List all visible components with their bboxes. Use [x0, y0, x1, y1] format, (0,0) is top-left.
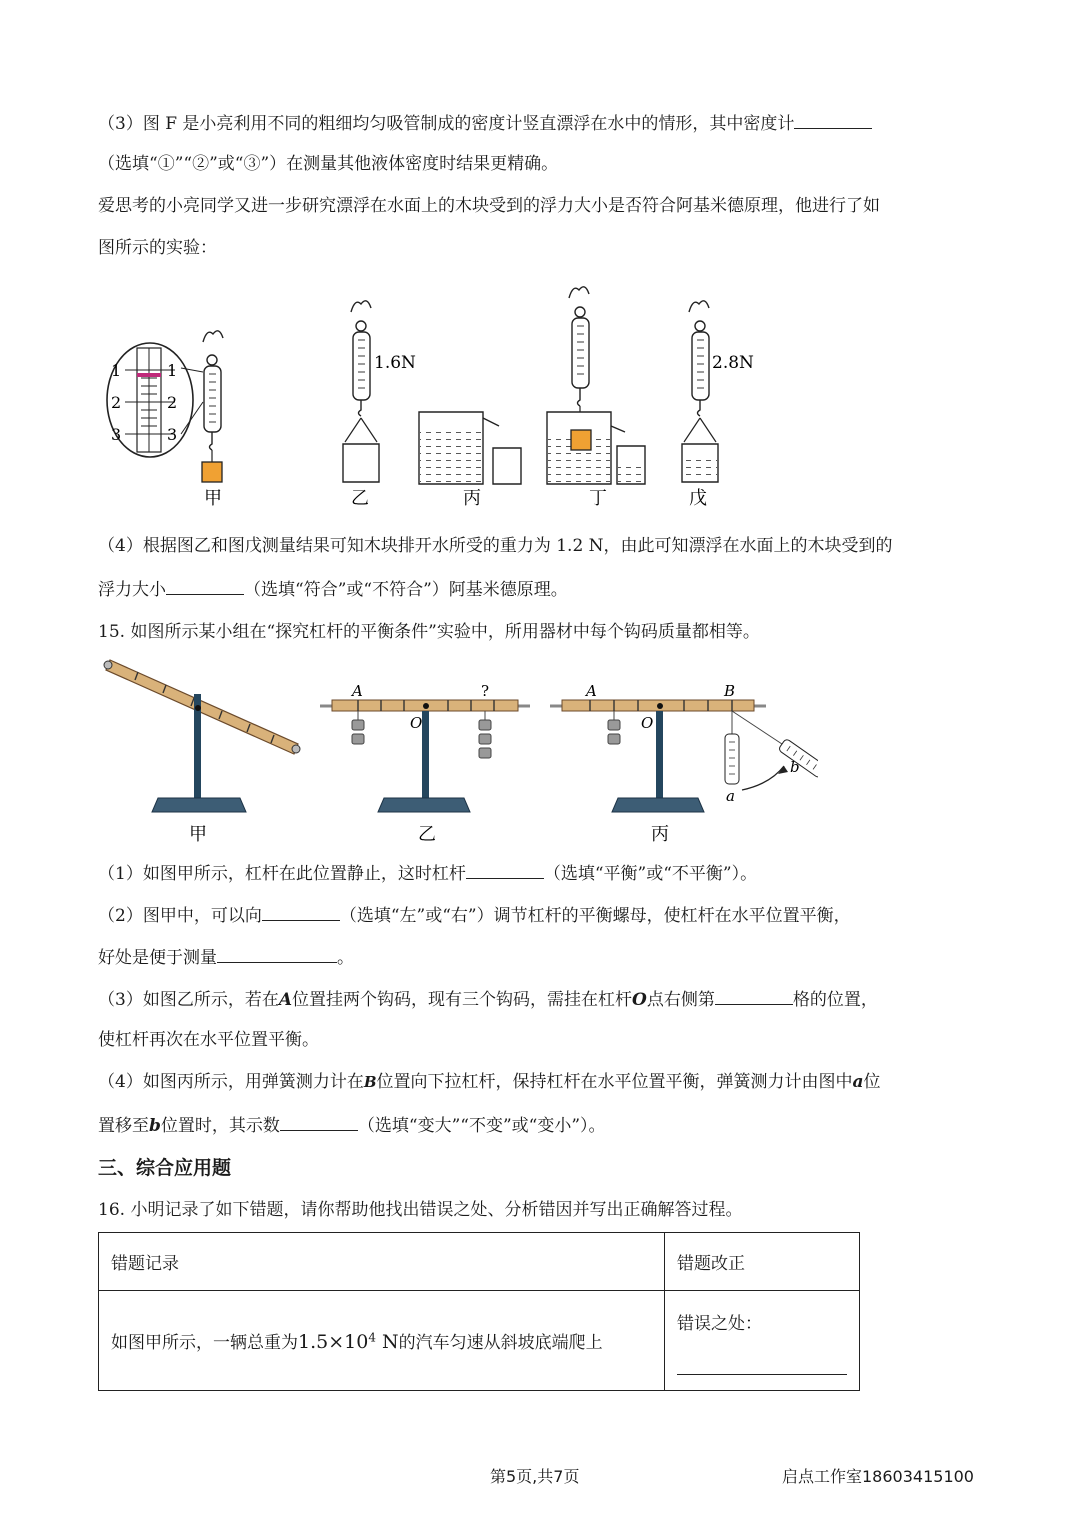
- scale-number-2-right: 2: [167, 393, 178, 412]
- lever-bing-pos-a: a: [726, 787, 735, 805]
- q15-part2-line1: [98, 902, 851, 928]
- scale-number-1-right: 1: [167, 361, 178, 380]
- q15-part4-text-b: 位置向下拉杠杆，保持杠杆在水平位置平衡，弹簧测力计由图中: [376, 1072, 853, 1092]
- q14-intro-line1: 爱思考的小亮同学又进一步研究漂浮在水面上的木块受到的浮力大小是否符合阿基米德原理，他进行了如: [98, 196, 880, 216]
- lever-label-jia: 甲: [189, 824, 207, 845]
- answer-blank[interactable]: [262, 902, 340, 921]
- q15-part3-text-a: （3）如图乙所示，若在: [98, 990, 279, 1010]
- q15-part3-point-o: O: [632, 990, 647, 1010]
- q15-part2-line2: [98, 944, 354, 970]
- q15-part4-line2: [98, 1112, 606, 1138]
- lever-bing: [550, 682, 818, 845]
- q15-stem: 15. 如图所示某小组在“探究杠杆的平衡条件”实验中，所用器材中每个钩码质量都相等。: [98, 622, 760, 642]
- q15-part1-text-b: （选填“平衡”或“不平衡”）。: [543, 864, 758, 884]
- q14-part3-text: （3）图 F 是小亮利用不同的粗细均匀吸管制成的密度计竖直漂浮在水中的情形，其中密度计: [98, 114, 795, 134]
- lever-bing-point-a: A: [586, 682, 597, 700]
- label-jia: 甲: [204, 488, 222, 509]
- q14-intro-line2: 图所示的实验：: [98, 238, 217, 258]
- setup-ding: [547, 287, 645, 509]
- q15-part4-pos-a: a: [852, 1072, 864, 1092]
- q15-part2-text-d: 。: [337, 948, 354, 968]
- setup-wu: [682, 301, 754, 509]
- q15-part4-text-a: （4）如图丙所示，用弹簧测力计在: [98, 1072, 364, 1092]
- lever-bing-point-b: B: [724, 682, 736, 700]
- answer-blank[interactable]: [217, 944, 337, 963]
- row-exponent: 4: [368, 1330, 376, 1345]
- error-record-table: [98, 1232, 860, 1391]
- scale-number-2-left: 2: [111, 393, 122, 412]
- lever-jia: [104, 660, 300, 845]
- q15-part1: [98, 860, 757, 886]
- q15-part4-point-b: B: [363, 1073, 377, 1091]
- q14-part3-line2: （选填“①”“②”或“③”）在测量其他液体密度时结果更精确。: [98, 154, 559, 174]
- q15-part3-text-d: 格的位置，: [792, 990, 878, 1010]
- scale-number-3-left: 3: [111, 425, 122, 444]
- label-ding: 丁: [589, 488, 607, 509]
- lever-experiment-figure: [98, 654, 818, 846]
- magnified-scale: [107, 343, 203, 457]
- q15-part3-text-b: 位置挂两个钩码，现有三个钩码，需挂在杠杆: [292, 990, 633, 1010]
- row-text-a: 如图甲所示，一辆总重为: [111, 1333, 298, 1353]
- row-unit: N: [375, 1331, 399, 1353]
- scale-number-1-left: 1: [111, 361, 122, 380]
- setup-yi: [343, 301, 416, 509]
- lever-label-bing: 丙: [651, 824, 669, 845]
- page-number: 第5页,共7页: [490, 1467, 580, 1486]
- answer-blank[interactable]: [794, 110, 872, 129]
- label-wu: 戊: [689, 488, 707, 509]
- table-header-right: 错题改正: [665, 1233, 860, 1291]
- lever-label-yi: 乙: [418, 824, 436, 845]
- error-location-label: 错误之处：: [677, 1314, 762, 1334]
- q15-part1-text-a: （1）如图甲所示，杠杆在此位置静止，这时杠杆: [98, 864, 466, 884]
- q14-part3-line1: [98, 110, 872, 136]
- label-yi: 乙: [351, 488, 369, 509]
- setup-bing: [419, 412, 521, 509]
- q15-part4-text-d: 置移至: [98, 1116, 149, 1136]
- q15-part3-line2: 使杠杆再次在水平位置平衡。: [98, 1030, 319, 1050]
- q15-part4-text-c: 位: [863, 1072, 881, 1092]
- q15-part2-text-c: 好处是便于测量: [98, 948, 217, 968]
- table-row-question: [99, 1291, 665, 1391]
- q15-part3-line1: [98, 986, 878, 1012]
- buoyancy-experiment-figure: [95, 282, 775, 514]
- q14-part4-line2: [98, 576, 568, 602]
- answer-blank[interactable]: [715, 986, 793, 1005]
- row-number: 1.5×10: [298, 1331, 369, 1353]
- lever-yi: [320, 682, 530, 845]
- q15-part3-text-c: 点右侧第: [646, 990, 715, 1010]
- answer-blank[interactable]: [166, 576, 244, 595]
- q14-part4-text-b: （选填“符合”或“不符合”）阿基米德原理。: [244, 580, 568, 600]
- answer-blank[interactable]: [280, 1112, 358, 1131]
- lever-yi-point-o: O: [410, 714, 423, 732]
- q16-stem: 16. 小明记录了如下错题，请你帮助他找出错误之处、分析错因并写出正确解答过程。: [98, 1200, 743, 1220]
- label-bing: 丙: [463, 488, 481, 509]
- scale-number-3-right: 3: [167, 425, 178, 444]
- table-header-left: 错题记录: [99, 1233, 665, 1291]
- q15-part4-text-f: （选填“变大”“不变”或“变小”）。: [357, 1116, 606, 1136]
- q15-part4-text-e: 位置时，其示数: [160, 1116, 280, 1136]
- studio-credit: 启点工作室18603415100: [782, 1467, 974, 1486]
- reading-yi: 1.6N: [374, 353, 416, 373]
- answer-blank[interactable]: [466, 860, 544, 879]
- table-row-correction: [665, 1291, 860, 1391]
- reading-wu: 2.8N: [712, 353, 754, 373]
- q14-part4-text-a: 浮力大小: [98, 580, 166, 600]
- answer-blank[interactable]: [677, 1362, 847, 1375]
- setup-jia: [202, 331, 223, 509]
- q15-part2-text-a: （2）图甲中，可以向: [98, 906, 262, 926]
- q14-part4-line1: （4）根据图乙和图戊测量结果可知木块排开水所受的重力为 1.2 N，由此可知漂浮在水面上的木块受到的: [98, 536, 893, 556]
- q15-part4-pos-b: b: [149, 1116, 161, 1136]
- row-text-b: 的汽车匀速从斜坡底端爬上: [398, 1333, 603, 1353]
- lever-bing-pos-b: b: [790, 758, 800, 776]
- lever-yi-question: ?: [481, 682, 490, 700]
- q15-part2-text-b: （选填“左”或“右”）调节杠杆的平衡螺母，使杠杆在水平位置平衡，: [339, 906, 851, 926]
- lever-bing-point-o: O: [641, 714, 654, 732]
- lever-yi-point-a: A: [352, 682, 363, 700]
- section-title: 三、综合应用题: [98, 1157, 232, 1179]
- q15-part3-point-a: A: [278, 990, 293, 1010]
- q15-part4-line1: [98, 1070, 881, 1094]
